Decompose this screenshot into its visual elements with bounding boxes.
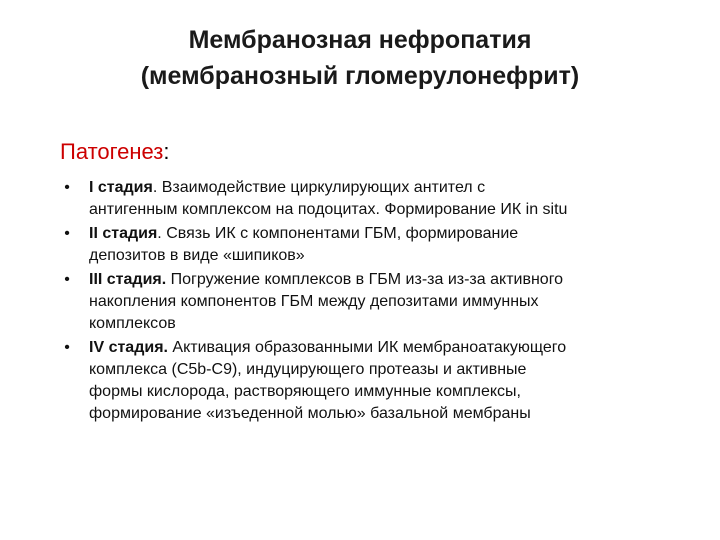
bullet-icon: • <box>64 225 70 242</box>
bullet-icon: • <box>64 179 70 196</box>
stage-item-line <box>89 177 700 199</box>
stage-label: IV стадия. <box>89 339 168 356</box>
stage-item-1 <box>60 177 700 221</box>
stage-text: Погружение комплексов в ГБМ из-за из-за активного <box>166 271 564 288</box>
stage-label: II стадия <box>89 225 158 242</box>
stage-item-line <box>89 337 700 359</box>
bullet-icon: • <box>64 271 70 288</box>
slide-title-line-2: (мембранозный гломерулонефрит) <box>140 62 580 90</box>
stage-item-line: депозитов в виде «шипиков» <box>89 247 305 264</box>
stage-item-2 <box>60 223 700 267</box>
section-heading-colon: : <box>163 139 170 164</box>
stage-item-3 <box>60 269 700 335</box>
stage-list <box>60 177 700 427</box>
slide-title-line-1: Мембранозная нефропатия <box>188 26 532 54</box>
stage-item-line: формы кислорода, растворяющего иммунные комплексы, <box>89 383 521 400</box>
section-heading <box>60 138 170 166</box>
stage-label: III стадия. <box>89 271 167 288</box>
stage-text: . Связь ИК с компонентами ГБМ, формирование <box>157 225 519 242</box>
stage-item-line: накопления компонентов ГБМ между депозитами иммунных <box>89 293 539 310</box>
stage-text: . Взаимодействие циркулирующих антител с <box>152 179 486 196</box>
bullet-icon: • <box>64 339 70 356</box>
stage-item-line: формирование «изъеденной молью» базальной мембраны <box>89 405 531 422</box>
stage-item-line <box>89 269 700 291</box>
stage-text: Активация образованными ИК мембраноатакующего <box>167 339 567 356</box>
slide-title <box>20 22 700 94</box>
section-heading-label: Патогенез <box>60 139 164 164</box>
stage-item-line: комплексов <box>89 315 176 332</box>
stage-item-line: комплекса (С5b-С9), индуцирующего протеазы и активные <box>89 361 527 378</box>
stage-item-4 <box>60 337 700 425</box>
stage-label: I стадия <box>89 179 153 196</box>
stage-item-line: антигенным комплексом на подоцитах. Формирование ИК in situ <box>89 201 568 218</box>
stage-item-line <box>89 223 700 245</box>
